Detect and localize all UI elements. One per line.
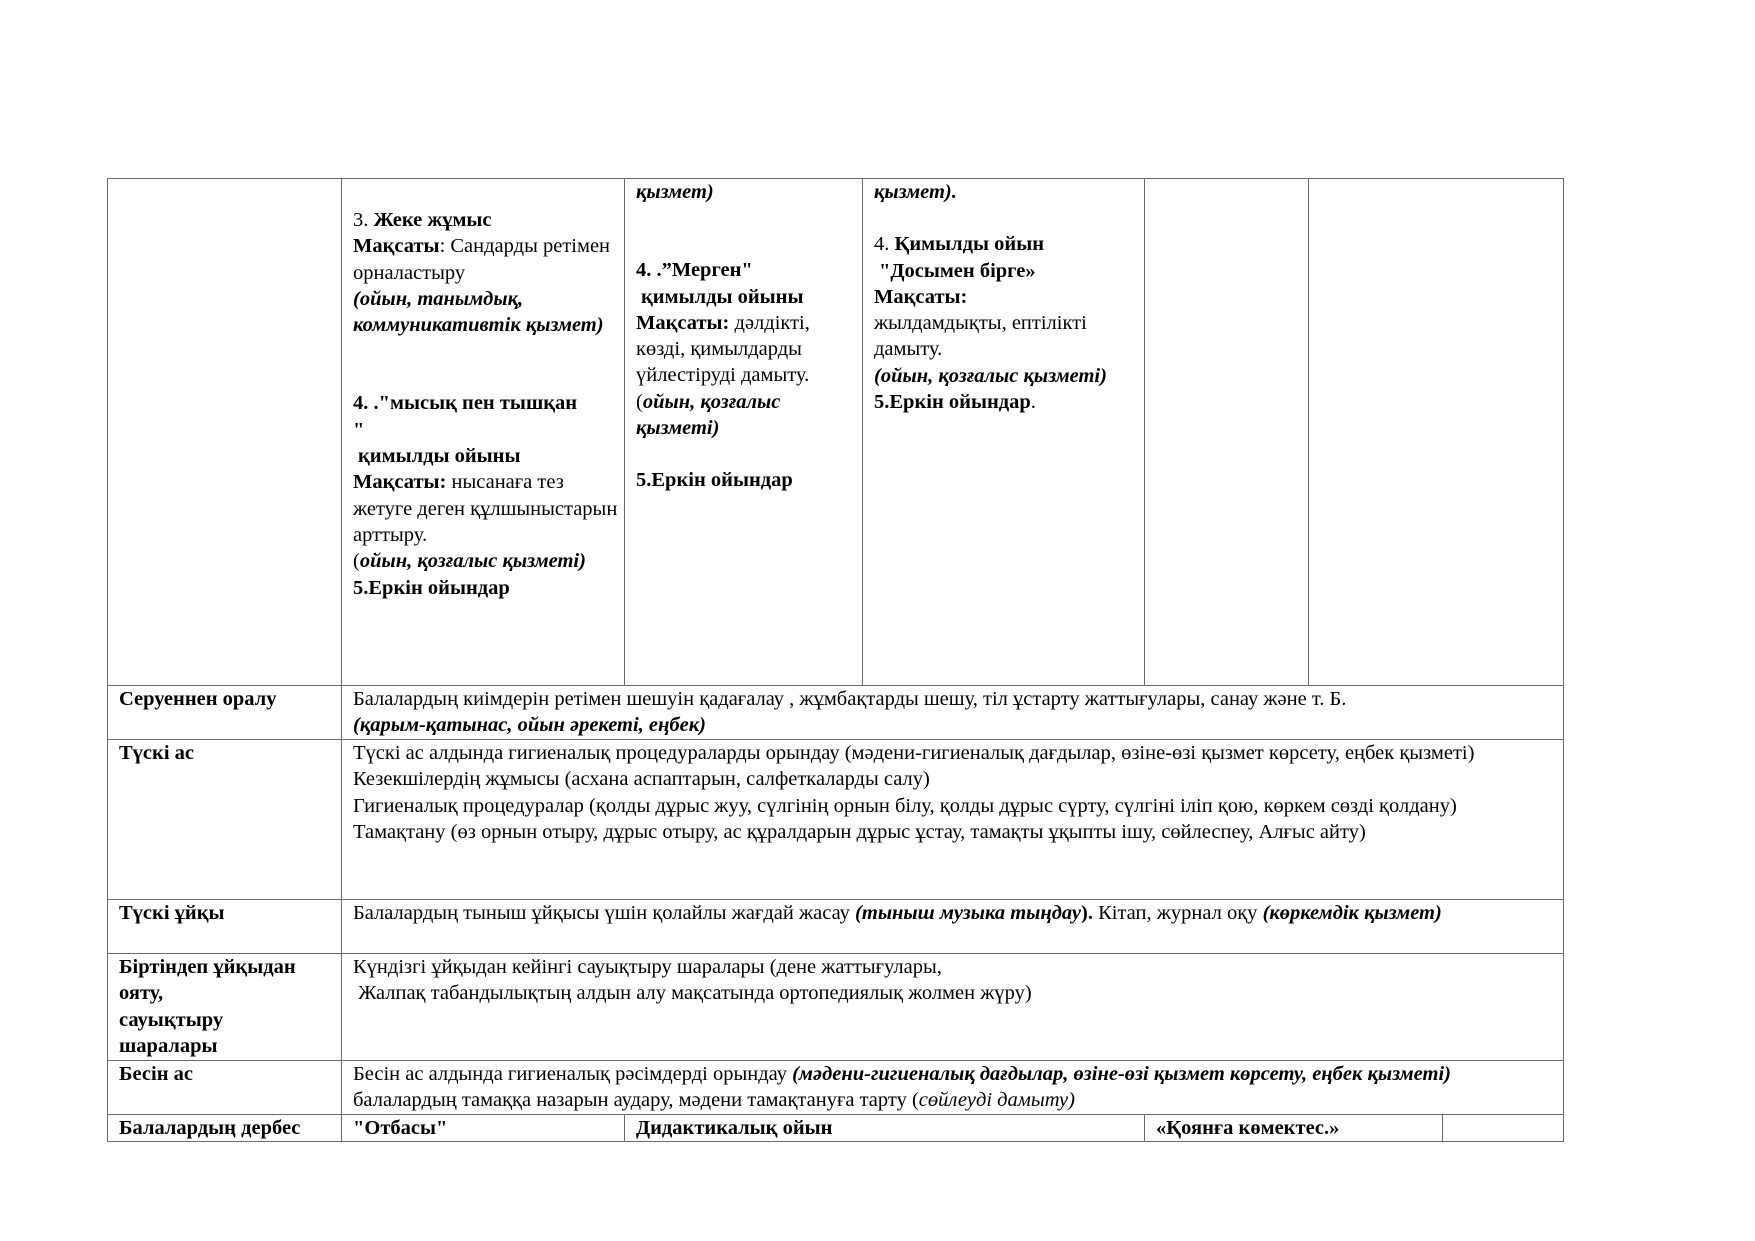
lunch-row <box>108 740 1564 900</box>
snack-row <box>108 1061 1564 1115</box>
item-5: 5.Еркін ойындар <box>353 576 510 599</box>
independent-cell-1: "Отбасы" <box>342 1115 625 1142</box>
daily-plan-table <box>107 178 1564 1142</box>
row-text: Балалардың киімдерін ретімен шешуін қадағалау , жұмбақтарды шешу, тіл ұстарту жаттығулары, санау және т. Б. <box>353 688 1347 710</box>
row-label: Біртіндеп ұйқыдан ояту, сауықтыру шаралары <box>108 954 342 1061</box>
row-content: Бесін ас алдында гигиеналық рәсімдерді орындау (мәдени-гигиеналық дағдылар, өзіне-өзі қызмет көрсету, еңбек қызметі) балалардың тамаққа назарын аудару, мәдени тамақтануға тарту (сөйлеуді дамыту) <box>342 1061 1564 1115</box>
row-content <box>342 954 1564 1061</box>
continued-tag: қызмет) <box>636 181 714 203</box>
day-cell-3 <box>625 179 863 686</box>
item-4-goal: Мақсаты: дәлдікті, көзді, қимылдарды үйлестіруді дамыту. <box>636 311 810 387</box>
item-4-tag: (ойын, қозғалыс қызметі) <box>874 364 1107 387</box>
row-tag: (қарым-қатынас, ойын әрекеті, еңбек) <box>353 714 706 737</box>
item-5: 5.Еркін ойындар. <box>874 391 1036 414</box>
return-walk-row <box>108 686 1564 740</box>
row-content <box>342 740 1564 900</box>
independent-cell-4 <box>1443 1115 1564 1142</box>
item-4-heading-quote: " <box>353 418 365 441</box>
independent-row <box>108 1115 1564 1142</box>
item-4-heading: 4. Қимылды ойын <box>874 233 1045 256</box>
item-5: 5.Еркін ойындар <box>636 469 793 492</box>
item-4-goal: жылдамдықты, ептілікті дамыту. <box>874 312 1087 361</box>
item-4-heading: 4. ."мысық пен тышқан <box>353 392 578 415</box>
item-4-game-type: қимылды ойыны <box>358 445 521 468</box>
independent-cell-3: «Қоянға көмектес.» <box>1145 1115 1443 1142</box>
wake-line-2: Жалпақ табандылықтың алдын алу мақсатында ортопедиялық жолмен жүру) <box>353 982 1032 1005</box>
row-label: Бесін ас <box>108 1061 342 1115</box>
row-label: Серуеннен оралу <box>108 686 342 740</box>
day-cell-6 <box>1309 179 1564 686</box>
wake-row <box>108 954 1564 1061</box>
row-content <box>342 686 1564 740</box>
item-3-tag: (ойын, танымдық, коммуникативтік қызмет) <box>353 287 604 337</box>
day-cell-5 <box>1145 179 1309 686</box>
item-4-tag: (ойын, қозғалыс қызметі) <box>636 390 781 440</box>
row-label-empty <box>108 179 342 686</box>
lunch-line-1: Түскі ас алдында гигиеналық процедураларды орындау (мәдени-гигиеналық дағдылар, өзіне-өзі қызмет көрсету, еңбек қызметі) <box>353 742 1475 764</box>
independent-cell-2: Дидактикалық ойын <box>625 1115 1145 1142</box>
row-label: Түскі ас <box>108 740 342 900</box>
row-content: Балалардың тыныш ұйқысы үшін қолайлы жағдай жасау (тыныш музыка тыңдау). Кітап, журнал оқу (көркемдік қызмет) <box>342 900 1564 954</box>
row-label: Түскі ұйқы <box>108 900 342 954</box>
lunch-line-2: Кезекшілердің жұмысы (асхана аспаптарын, салфеткаларды салу) <box>353 768 930 791</box>
lunch-line-4: Тамақтану (өз орнын отыру, дұрыс отыру, ас құралдарын дұрыс ұстау, тамақты ұқыпты ішу, сөйлеспеу, Алғыс айту) <box>353 820 1366 843</box>
day-cell-2 <box>342 179 625 686</box>
item-4-game-type: қимылды ойыны <box>641 285 804 308</box>
lunch-line-3: Гигиеналық процедуралар (қолды дұрыс жуу, сүлгінің орнын білу, қолды дұрыс сүрту, сүлгіні іліп қою, көркем сөзді қолдану) <box>353 794 1457 817</box>
item-4-goal: Мақсаты: нысанаға тез жетуге деген құлшыныстарын арттыру. <box>353 471 618 546</box>
activity-row-continued <box>108 179 1564 686</box>
row-label: Балалардың дербес <box>108 1115 342 1142</box>
day-cell-4 <box>863 179 1145 686</box>
item-4-goal-label: Мақсаты: <box>874 285 968 308</box>
item-3-goal: Мақсаты: Сандарды ретімен орналастыру <box>353 235 611 284</box>
nap-row <box>108 900 1564 954</box>
continued-tag: қызмет). <box>874 181 957 203</box>
item-4-tag: (ойын, қозғалыс қызметі) <box>353 550 586 573</box>
wake-line-1: Күндізгі ұйқыдан кейінгі сауықтыру шаралары (дене жаттығулары, <box>353 956 942 978</box>
item-3-heading: 3. Жеке жұмыс <box>353 209 492 231</box>
item-4-game-name: "Досымен бірге» <box>879 259 1036 282</box>
item-4-heading: 4. .”Мерген" <box>636 259 753 282</box>
